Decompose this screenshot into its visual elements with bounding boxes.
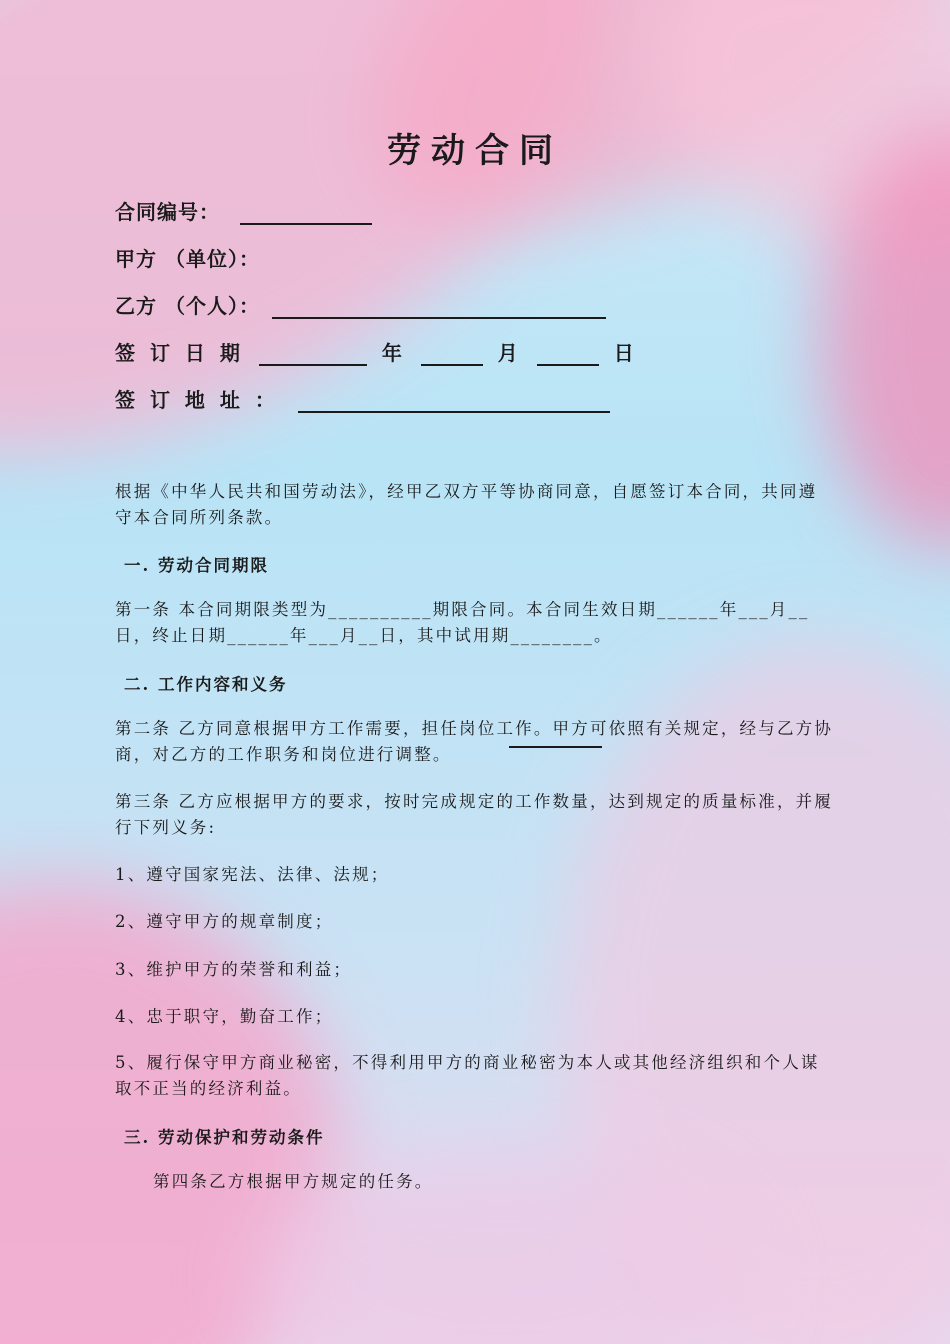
party-a-field bbox=[115, 243, 260, 272]
party-b-blank[interactable] bbox=[272, 299, 606, 319]
list-item: 2、遵守甲方的规章制度； bbox=[115, 912, 334, 931]
sign-address-field bbox=[115, 384, 614, 413]
contract-number-field bbox=[115, 196, 376, 225]
article-paragraph: 第一条 本合同期限类型为__________期限合同。本合同生效日期______年___月__日，终止日期______年___月__日，其中试用期________。 bbox=[115, 600, 810, 645]
contract-number-label: 合同编号： bbox=[115, 200, 220, 224]
year-label: 年 bbox=[381, 341, 406, 365]
sign-address-label: 签 订 地 址 ： bbox=[115, 388, 279, 412]
list-item: 1、遵守国家宪法、法律、法规； bbox=[115, 865, 390, 884]
party-a-label: 甲方 （单位）： bbox=[115, 247, 260, 271]
blank-underline bbox=[509, 746, 602, 748]
intro-paragraph: 根据《中华人民共和国劳动法》，经甲乙双方平等协商同意，自愿签订本合同，共同遵守本合同所列条款。 bbox=[115, 482, 818, 527]
article-paragraph: 第二条 乙方同意根据甲方工作需要，担任岗位工作。甲方可依照有关规定，经与乙方协商，对乙方的工作职务和岗位进行调整。 bbox=[115, 719, 834, 764]
list-item: 5、履行保守甲方商业秘密，不得利用甲方的商业秘密为本人或其他经济组织和个人谋取不正当的经济利益。 bbox=[115, 1053, 820, 1098]
sign-date-day-blank[interactable] bbox=[537, 346, 599, 366]
sign-date-year-blank[interactable] bbox=[259, 346, 367, 366]
article-paragraph: 第四条乙方根据甲方规定的任务。 bbox=[153, 1172, 434, 1191]
party-b-label: 乙方 （个人）： bbox=[115, 294, 260, 318]
party-b-field bbox=[115, 290, 610, 319]
section-heading: 三. 劳动保护和劳动条件 bbox=[124, 1128, 325, 1147]
article-paragraph: 第三条 乙方应根据甲方的要求，按时完成规定的工作数量，达到规定的质量标准，并履行下列义务: bbox=[115, 792, 834, 837]
sign-date-month-blank[interactable] bbox=[421, 346, 483, 366]
document-title: 劳动合同 bbox=[387, 131, 563, 171]
day-label: 日 bbox=[613, 341, 638, 365]
sign-address-blank[interactable] bbox=[298, 393, 610, 413]
section-heading: 二. 工作内容和义务 bbox=[124, 675, 288, 694]
list-item: 3、维护甲方的荣誉和利益； bbox=[115, 960, 353, 979]
month-label: 月 bbox=[497, 341, 522, 365]
sign-date-field bbox=[115, 337, 638, 366]
section-heading: 一. 劳动合同期限 bbox=[124, 556, 269, 575]
sign-date-label: 签 订 日 期 bbox=[115, 341, 244, 365]
list-item: 4、忠于职守，勤奋工作； bbox=[115, 1007, 334, 1026]
contract-number-blank[interactable] bbox=[240, 205, 372, 225]
